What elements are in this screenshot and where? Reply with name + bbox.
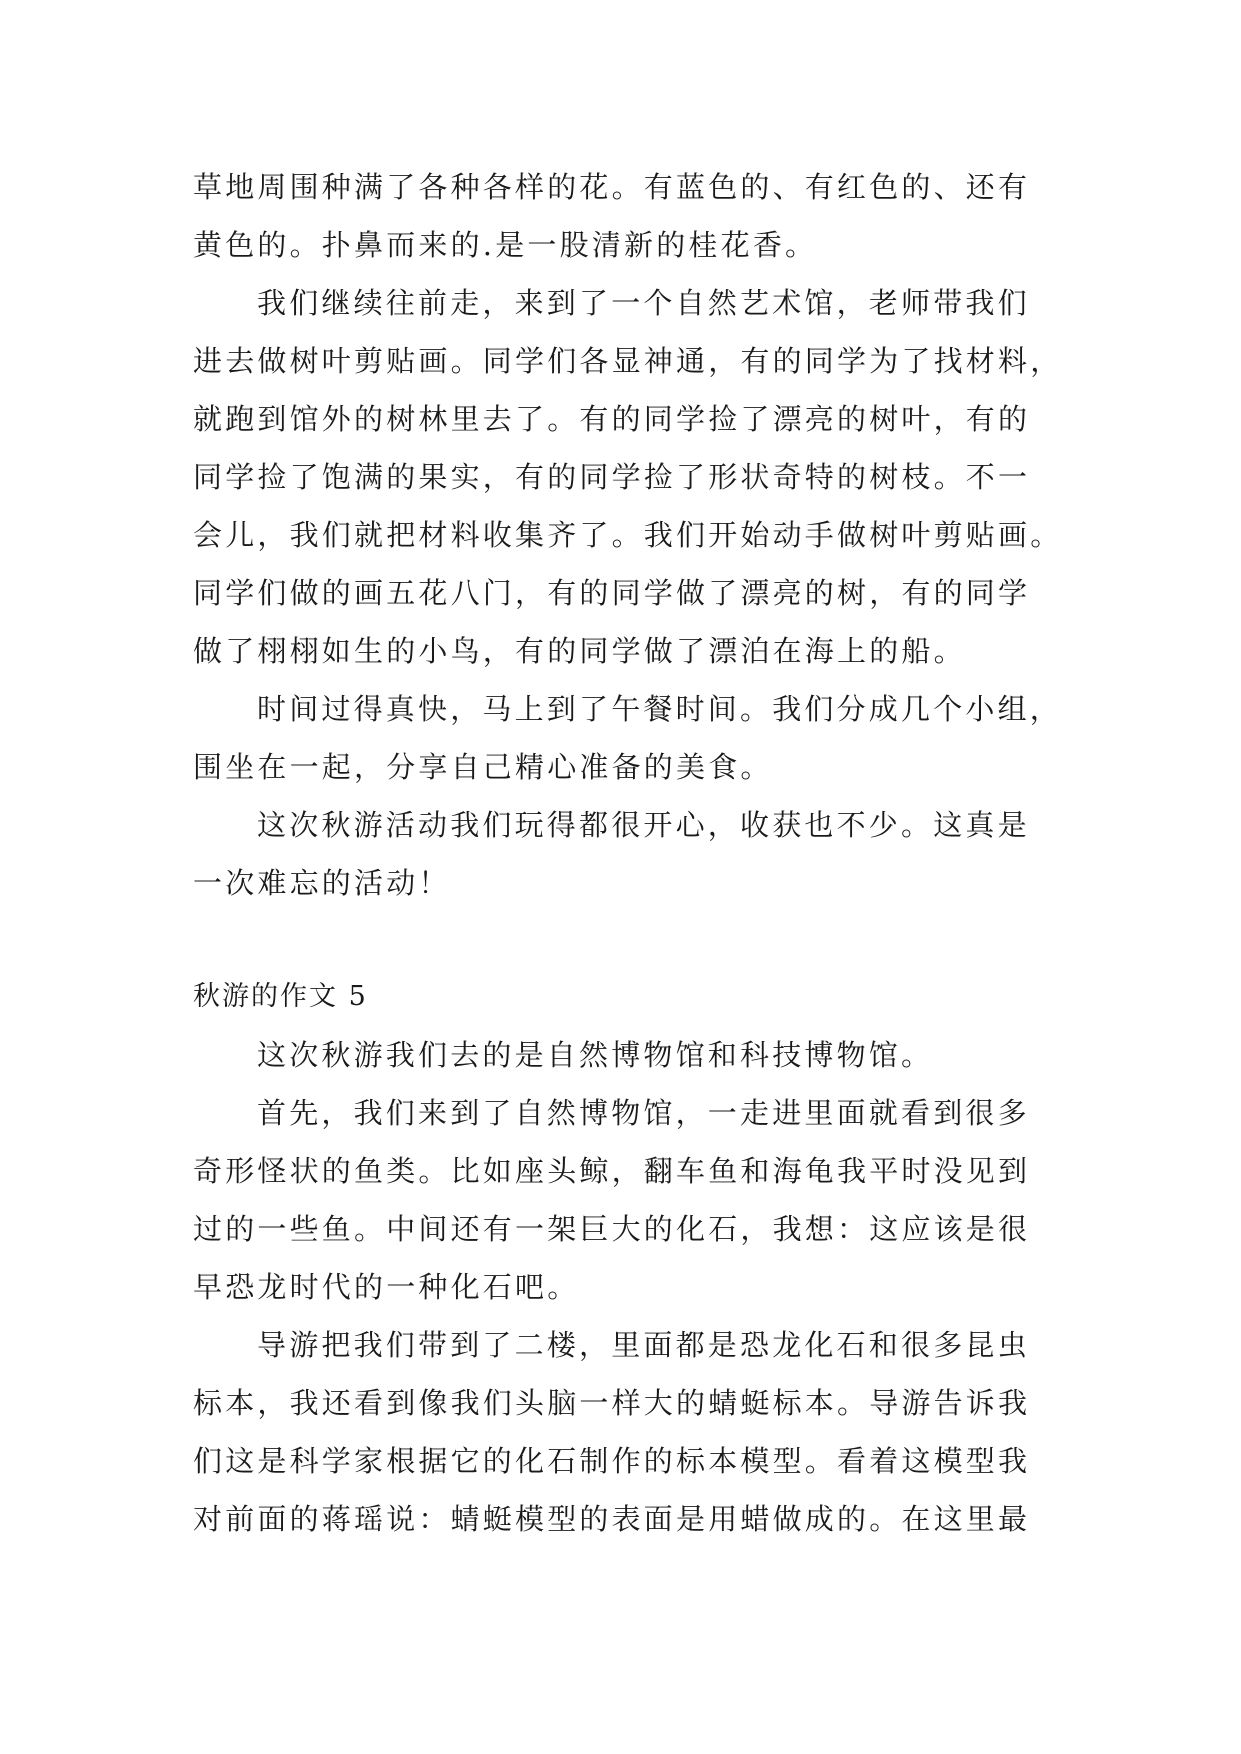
- text-line: 进去做树叶剪贴画。同学们各显神通，有的同学为了找材料，: [193, 344, 1063, 378]
- paragraph-start-line: 导游把我们带到了二楼，里面都是恐龙化石和很多昆虫: [257, 1328, 1030, 1362]
- text-line: 标本，我还看到像我们头脑一样大的蜻蜓标本。导游告诉我: [193, 1386, 1031, 1420]
- text-line: 做了栩栩如生的小鸟，有的同学做了漂泊在海上的船。: [193, 634, 966, 668]
- text-line: 同学们做的画五花八门，有的同学做了漂亮的树，有的同学: [193, 576, 1031, 610]
- paragraph-start-line: 时间过得真快，马上到了午餐时间。我们分成几个小组，: [257, 692, 1063, 726]
- essay-title: 秋游的作文 5: [193, 981, 368, 1012]
- text-line: 会儿，我们就把材料收集齐了。我们开始动手做树叶剪贴画。: [193, 518, 1063, 552]
- text-line: 围坐在一起，分享自己精心准备的美食。: [193, 750, 773, 784]
- paragraph-start-line: 首先，我们来到了自然博物馆，一走进里面就看到很多: [257, 1096, 1030, 1130]
- text-line: 同学捡了饱满的果实，有的同学捡了形状奇特的树枝。不一: [193, 460, 1031, 494]
- text-line: 早恐龙时代的一种化石吧。: [193, 1270, 580, 1304]
- text-line: 奇形怪状的鱼类。比如座头鲸，翻车鱼和海龟我平时没见到: [193, 1154, 1031, 1188]
- text-line: 黄色的。扑鼻而来的.是一股清新的桂花香。: [193, 228, 818, 262]
- text-line: 们这是科学家根据它的化石制作的标本模型。看着这模型我: [193, 1444, 1031, 1478]
- text-line: 就跑到馆外的树林里去了。有的同学捡了漂亮的树叶，有的: [193, 402, 1031, 436]
- paragraph-start-line: 我们继续往前走，来到了一个自然艺术馆，老师带我们: [257, 286, 1030, 320]
- paragraph-start-line: 这次秋游活动我们玩得都很开心，收获也不少。这真是: [257, 808, 1030, 842]
- text-line: 过的一些鱼。中间还有一架巨大的化石，我想：这应该是很: [193, 1212, 1031, 1246]
- paragraph-start-line: 这次秋游我们去的是自然博物馆和科技博物馆。: [257, 1038, 934, 1072]
- text-line: 一次难忘的活动！: [193, 866, 451, 900]
- text-line: 草地周围种满了各种各样的花。有蓝色的、有红色的、还有: [193, 170, 1031, 204]
- essay-body: [193, 158, 1063, 1548]
- section-spacer: [193, 912, 1053, 968]
- text-line: 对前面的蒋瑶说：蜻蜓模型的表面是用蜡做成的。在这里最: [193, 1502, 1031, 1536]
